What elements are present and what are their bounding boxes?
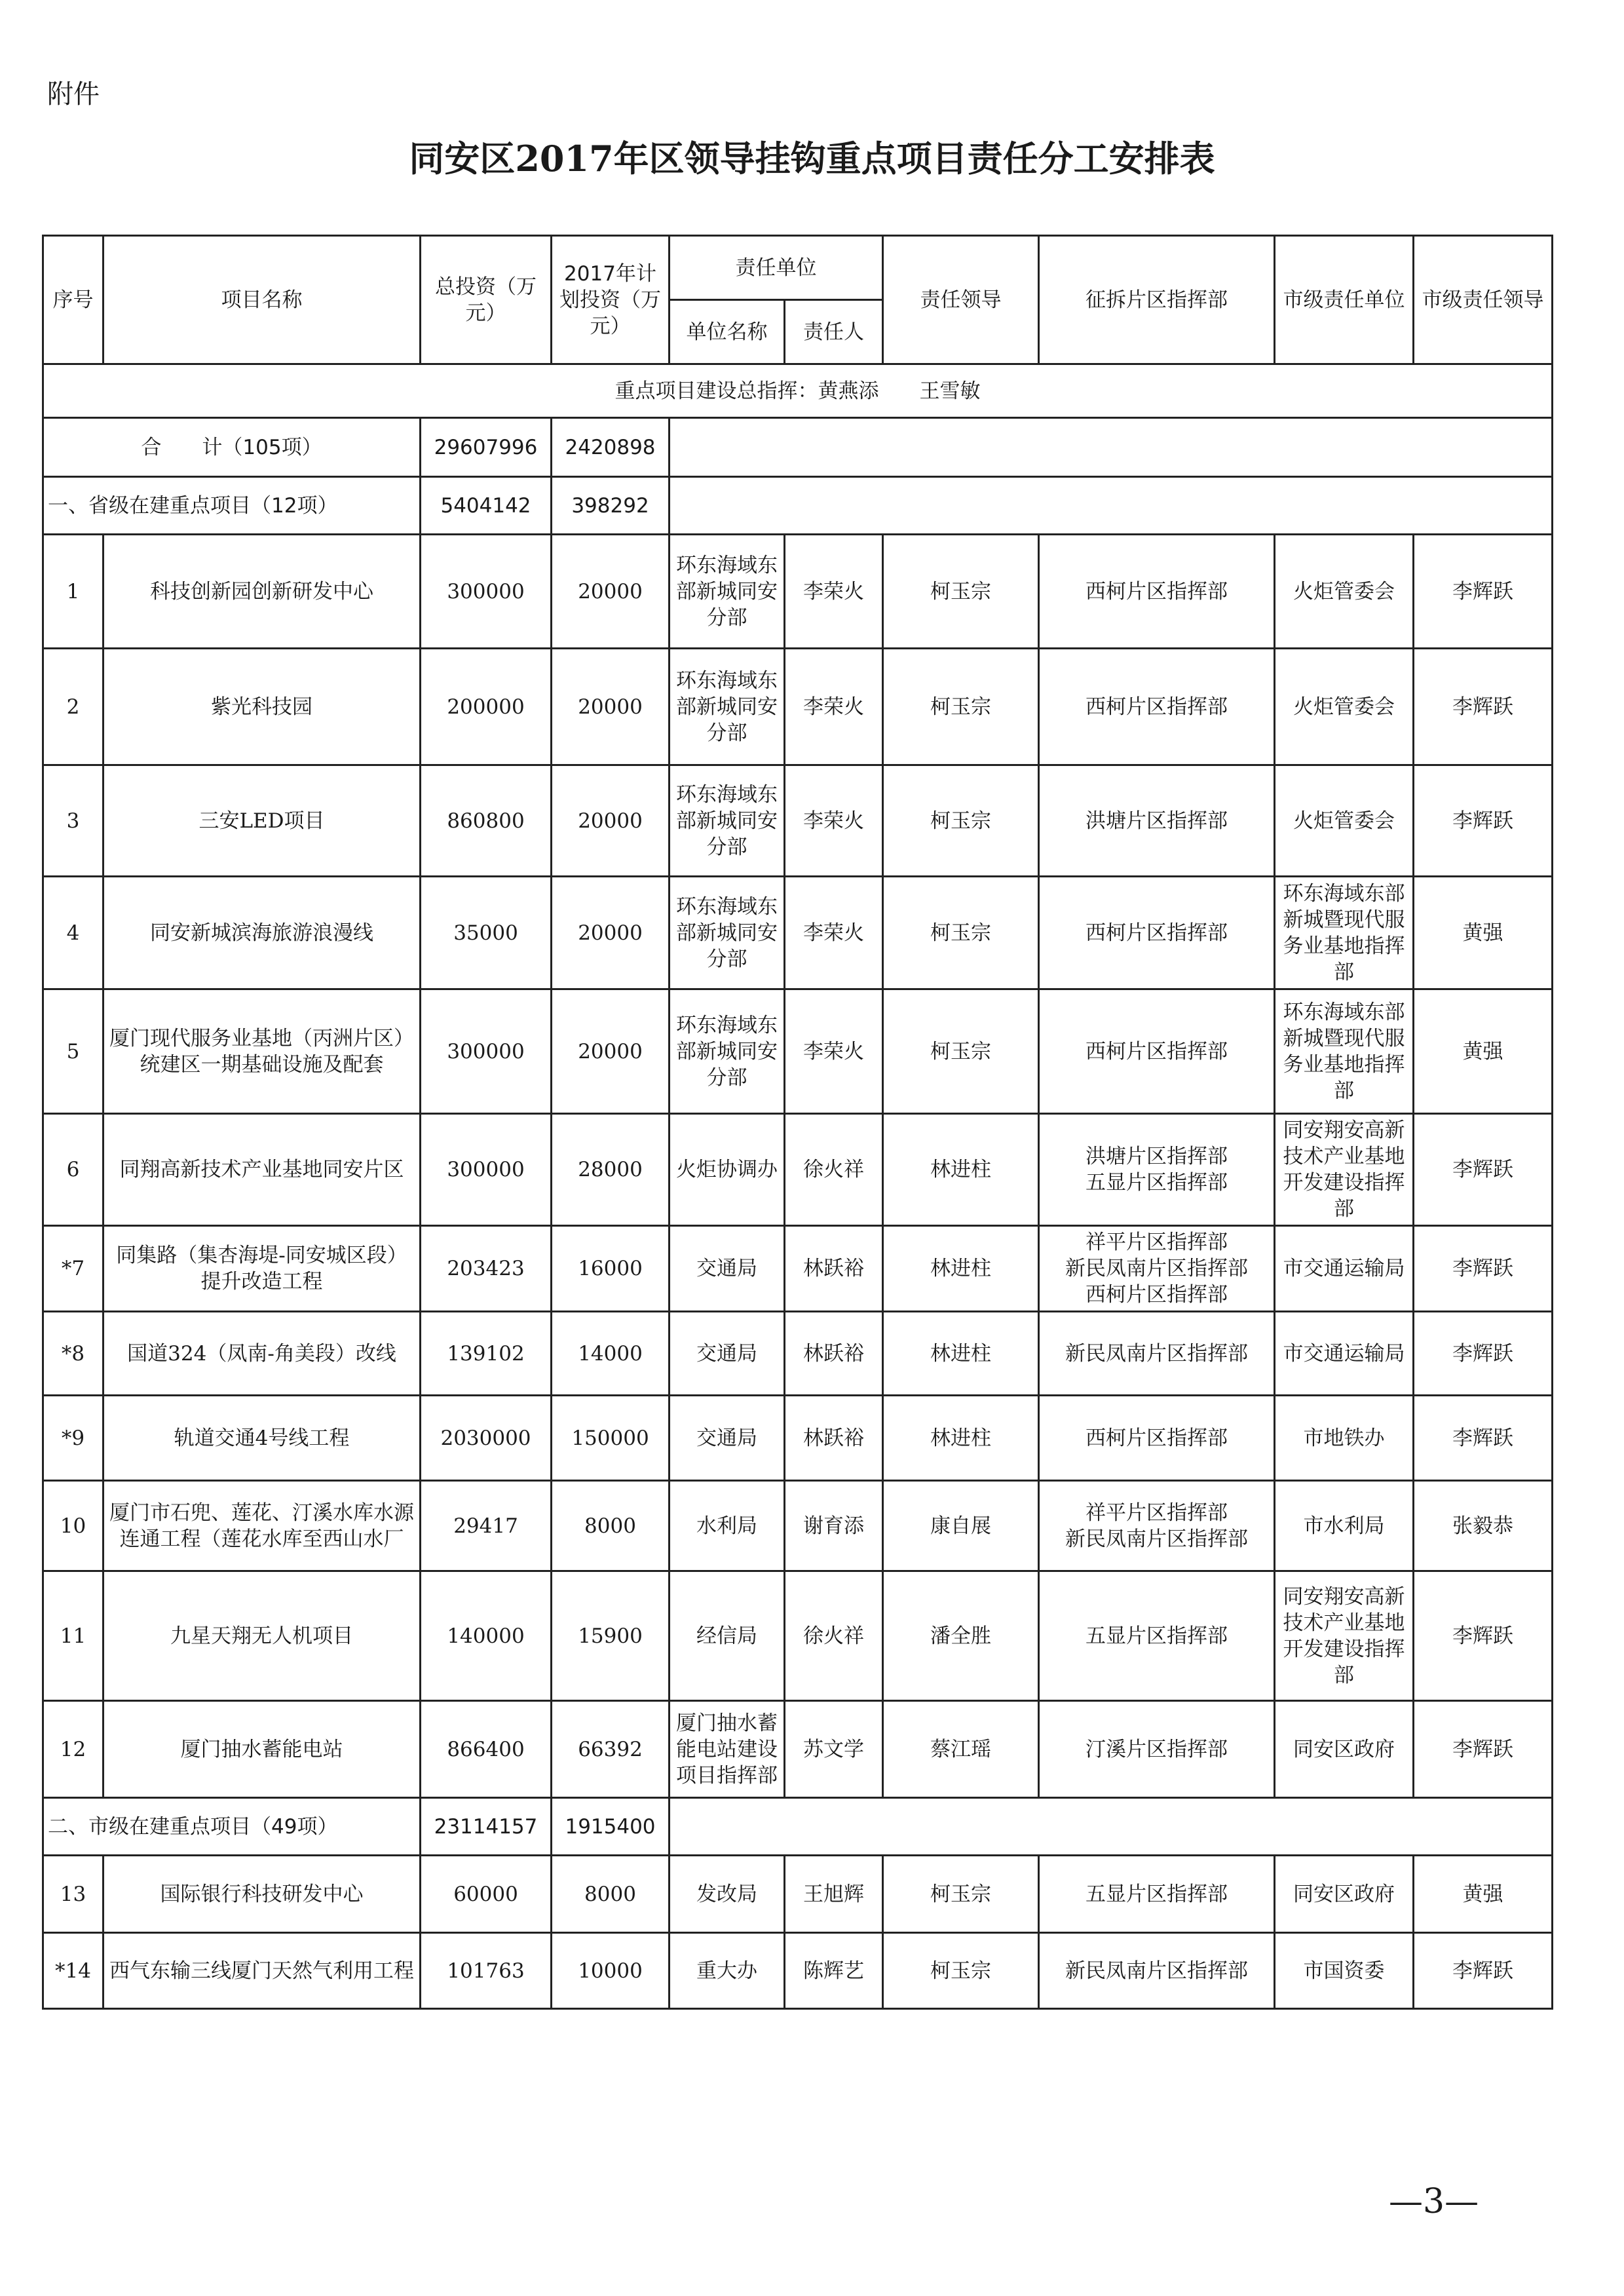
table-row <box>43 649 1553 765</box>
header-seq: 序号 <box>43 236 104 364</box>
cell-hq: 西柯片区指挥部 <box>1039 649 1275 765</box>
table-row <box>43 1856 1553 1933</box>
cell-leader: 柯玉宗 <box>883 1933 1039 2009</box>
cell-total: 860800 <box>421 765 552 877</box>
cell-plan: 10000 <box>552 1933 670 2009</box>
cell-city-leader: 李辉跃 <box>1414 765 1553 877</box>
cell-seq: *9 <box>43 1396 104 1481</box>
cell-plan: 20000 <box>552 765 670 877</box>
cell-city-unit: 同安区政府 <box>1275 1701 1414 1798</box>
cell-total: 60000 <box>421 1856 552 1933</box>
cell-total: 200000 <box>421 649 552 765</box>
header-unit-person: 责任人 <box>785 300 883 364</box>
cell-name: 厦门现代服务业基地（丙洲片区）统建区一期基础设施及配套 <box>104 989 421 1114</box>
table-row <box>43 535 1553 649</box>
cell-name: 轨道交通4号线工程 <box>104 1396 421 1481</box>
commander-text: 重点项目建设总指挥：黄燕添 王雪敏 <box>43 364 1553 418</box>
cell-city-leader: 黄强 <box>1414 877 1553 989</box>
cell-name: 同集路（集杏海堤-同安城区段）提升改造工程 <box>104 1226 421 1312</box>
cell-seq: 10 <box>43 1481 104 1571</box>
cell-city-leader: 李辉跃 <box>1414 1312 1553 1396</box>
cell-city-unit: 市水利局 <box>1275 1481 1414 1571</box>
cell-leader: 柯玉宗 <box>883 989 1039 1114</box>
cell-city-unit: 火炬管委会 <box>1275 765 1414 877</box>
cell-city-leader: 李辉跃 <box>1414 1226 1553 1312</box>
total-row <box>43 418 1553 477</box>
cell-person: 苏文学 <box>785 1701 883 1798</box>
cell-person: 李荣火 <box>785 877 883 989</box>
header-name: 项目名称 <box>104 236 421 364</box>
cell-city-unit: 同安翔安高新技术产业基地开发建设指挥部 <box>1275 1571 1414 1701</box>
cell-total: 2030000 <box>421 1396 552 1481</box>
cell-city-unit: 市交通运输局 <box>1275 1226 1414 1312</box>
cell-total: 29417 <box>421 1481 552 1571</box>
cell-leader: 林进柱 <box>883 1226 1039 1312</box>
cell-leader: 柯玉宗 <box>883 649 1039 765</box>
page-number: —3— <box>1389 2182 1479 2221</box>
cell-leader: 柯玉宗 <box>883 765 1039 877</box>
cell-total: 139102 <box>421 1312 552 1396</box>
cell-city-unit: 火炬管委会 <box>1275 535 1414 649</box>
cell-hq: 西柯片区指挥部 <box>1039 989 1275 1114</box>
cell-leader: 蔡江瑶 <box>883 1701 1039 1798</box>
table-row <box>43 1701 1553 1798</box>
section-row-2 <box>43 1798 1553 1856</box>
cell-name: 九星天翔无人机项目 <box>104 1571 421 1701</box>
cell-plan: 20000 <box>552 649 670 765</box>
header-city-leader: 市级责任领导 <box>1414 236 1553 364</box>
header-hq: 征拆片区指挥部 <box>1039 236 1275 364</box>
cell-hq: 洪塘片区指挥部 <box>1039 765 1275 877</box>
cell-plan: 15900 <box>552 1571 670 1701</box>
cell-seq: 13 <box>43 1856 104 1933</box>
cell-person: 李荣火 <box>785 989 883 1114</box>
table-row <box>43 877 1553 989</box>
header-unit-name: 单位名称 <box>670 300 785 364</box>
cell-name: 同安新城滨海旅游浪漫线 <box>104 877 421 989</box>
cell-city-unit: 环东海域东部新城暨现代服务业基地指挥部 <box>1275 877 1414 989</box>
empty-cell <box>670 418 1553 477</box>
table-row <box>43 1571 1553 1701</box>
cell-plan: 20000 <box>552 535 670 649</box>
cell-plan: 8000 <box>552 1481 670 1571</box>
cell-city-leader: 李辉跃 <box>1414 535 1553 649</box>
header-total: 总投资（万元） <box>421 236 552 364</box>
cell-city-leader: 张毅恭 <box>1414 1481 1553 1571</box>
table-row <box>43 1481 1553 1571</box>
cell-hq: 洪塘片区指挥部 五显片区指挥部 <box>1039 1114 1275 1226</box>
cell-plan: 20000 <box>552 877 670 989</box>
cell-city-leader: 李辉跃 <box>1414 649 1553 765</box>
project-table <box>42 235 1553 2010</box>
cell-total: 300000 <box>421 535 552 649</box>
cell-hq: 汀溪片区指挥部 <box>1039 1701 1275 1798</box>
header-leader: 责任领导 <box>883 236 1039 364</box>
cell-person: 谢育添 <box>785 1481 883 1571</box>
cell-name: 国道324（凤南-角美段）改线 <box>104 1312 421 1396</box>
cell-total: 203423 <box>421 1226 552 1312</box>
cell-leader: 柯玉宗 <box>883 1856 1039 1933</box>
cell-plan: 8000 <box>552 1856 670 1933</box>
cell-plan: 16000 <box>552 1226 670 1312</box>
cell-person: 林跃裕 <box>785 1396 883 1481</box>
cell-plan: 150000 <box>552 1396 670 1481</box>
cell-city-unit: 市国资委 <box>1275 1933 1414 2009</box>
cell-total: 35000 <box>421 877 552 989</box>
cell-unit: 环东海域东部新城同安分部 <box>670 989 785 1114</box>
cell-person: 徐火祥 <box>785 1571 883 1701</box>
cell-leader: 柯玉宗 <box>883 535 1039 649</box>
cell-unit: 环东海域东部新城同安分部 <box>670 649 785 765</box>
section-row-1 <box>43 477 1553 535</box>
cell-seq: 2 <box>43 649 104 765</box>
cell-person: 林跃裕 <box>785 1226 883 1312</box>
cell-person: 李荣火 <box>785 649 883 765</box>
commander-row <box>43 364 1553 418</box>
cell-hq: 新民凤南片区指挥部 <box>1039 1312 1275 1396</box>
cell-city-leader: 李辉跃 <box>1414 1396 1553 1481</box>
cell-seq: 4 <box>43 877 104 989</box>
cell-seq: *7 <box>43 1226 104 1312</box>
cell-city-unit: 同安区政府 <box>1275 1856 1414 1933</box>
cell-person: 李荣火 <box>785 765 883 877</box>
cell-city-leader: 黄强 <box>1414 989 1553 1114</box>
cell-plan: 20000 <box>552 989 670 1114</box>
cell-hq: 新民凤南片区指挥部 <box>1039 1933 1275 2009</box>
total-value: 29607996 <box>421 418 552 477</box>
cell-name: 科技创新园创新研发中心 <box>104 535 421 649</box>
cell-hq: 祥平片区指挥部 新民凤南片区指挥部 <box>1039 1481 1275 1571</box>
cell-city-leader: 李辉跃 <box>1414 1571 1553 1701</box>
table-row <box>43 1312 1553 1396</box>
cell-plan: 14000 <box>552 1312 670 1396</box>
attachment-label: 附件 <box>47 79 100 109</box>
cell-unit: 环东海域东部新城同安分部 <box>670 535 785 649</box>
cell-name: 紫光科技园 <box>104 649 421 765</box>
cell-seq: 12 <box>43 1701 104 1798</box>
cell-plan: 28000 <box>552 1114 670 1226</box>
cell-hq: 西柯片区指挥部 <box>1039 1396 1275 1481</box>
cell-unit: 火炬协调办 <box>670 1114 785 1226</box>
cell-seq: 6 <box>43 1114 104 1226</box>
section-total: 23114157 <box>421 1798 552 1856</box>
cell-plan: 66392 <box>552 1701 670 1798</box>
cell-total: 140000 <box>421 1571 552 1701</box>
total-label: 合 计（105项） <box>43 418 421 477</box>
cell-unit: 厦门抽水蓄能电站建设项目指挥部 <box>670 1701 785 1798</box>
cell-name: 西气东输三线厦门天然气利用工程 <box>104 1933 421 2009</box>
table-row <box>43 1933 1553 2009</box>
cell-leader: 林进柱 <box>883 1396 1039 1481</box>
cell-city-leader: 李辉跃 <box>1414 1701 1553 1798</box>
cell-unit: 交通局 <box>670 1396 785 1481</box>
cell-person: 李荣火 <box>785 535 883 649</box>
cell-unit: 交通局 <box>670 1312 785 1396</box>
cell-leader: 柯玉宗 <box>883 877 1039 989</box>
cell-unit: 水利局 <box>670 1481 785 1571</box>
cell-unit: 环东海域东部新城同安分部 <box>670 765 785 877</box>
cell-unit: 交通局 <box>670 1226 785 1312</box>
cell-unit: 经信局 <box>670 1571 785 1701</box>
cell-name: 厦门市石兜、莲花、汀溪水库水源连通工程（莲花水库至西山水厂 <box>104 1481 421 1571</box>
table-row <box>43 765 1553 877</box>
cell-hq: 祥平片区指挥部 新民凤南片区指挥部 西柯片区指挥部 <box>1039 1226 1275 1312</box>
section-plan: 398292 <box>552 477 670 535</box>
table-row <box>43 1114 1553 1226</box>
cell-person: 徐火祥 <box>785 1114 883 1226</box>
cell-name: 国际银行科技研发中心 <box>104 1856 421 1933</box>
cell-city-unit: 市交通运输局 <box>1275 1312 1414 1396</box>
empty-cell <box>670 1798 1553 1856</box>
cell-leader: 林进柱 <box>883 1312 1039 1396</box>
cell-total: 101763 <box>421 1933 552 2009</box>
header-plan: 2017年计划投资（万元） <box>552 236 670 364</box>
cell-city-leader: 李辉跃 <box>1414 1114 1553 1226</box>
cell-name: 厦门抽水蓄能电站 <box>104 1701 421 1798</box>
cell-city-leader: 李辉跃 <box>1414 1933 1553 2009</box>
cell-seq: 5 <box>43 989 104 1114</box>
cell-leader: 康自展 <box>883 1481 1039 1571</box>
cell-seq: 3 <box>43 765 104 877</box>
cell-city-unit: 火炬管委会 <box>1275 649 1414 765</box>
table-row <box>43 989 1553 1114</box>
cell-city-unit: 环东海域东部新城暨现代服务业基地指挥部 <box>1275 989 1414 1114</box>
cell-name: 三安LED项目 <box>104 765 421 877</box>
cell-hq: 五显片区指挥部 <box>1039 1856 1275 1933</box>
cell-unit: 环东海域东部新城同安分部 <box>670 877 785 989</box>
section-total: 5404142 <box>421 477 552 535</box>
plan-value: 2420898 <box>552 418 670 477</box>
table-row <box>43 1396 1553 1481</box>
cell-seq: 11 <box>43 1571 104 1701</box>
cell-unit: 重大办 <box>670 1933 785 2009</box>
cell-leader: 潘全胜 <box>883 1571 1039 1701</box>
section-label: 二、市级在建重点项目（49项） <box>43 1798 421 1856</box>
section-label: 一、省级在建重点项目（12项） <box>43 477 421 535</box>
header-unit-group: 责任单位 <box>670 236 883 300</box>
cell-city-unit: 同安翔安高新技术产业基地开发建设指挥部 <box>1275 1114 1414 1226</box>
cell-leader: 林进柱 <box>883 1114 1039 1226</box>
cell-seq: *14 <box>43 1933 104 2009</box>
cell-person: 林跃裕 <box>785 1312 883 1396</box>
table-row <box>43 1226 1553 1312</box>
cell-total: 300000 <box>421 1114 552 1226</box>
cell-hq: 五显片区指挥部 <box>1039 1571 1275 1701</box>
empty-cell <box>670 477 1553 535</box>
cell-hq: 西柯片区指挥部 <box>1039 535 1275 649</box>
page-title: 同安区2017年区领导挂钩重点项目责任分工安排表 <box>409 138 1215 180</box>
cell-total: 300000 <box>421 989 552 1114</box>
header-row-1 <box>43 236 1553 300</box>
cell-person: 王旭辉 <box>785 1856 883 1933</box>
cell-name: 同翔高新技术产业基地同安片区 <box>104 1114 421 1226</box>
cell-city-leader: 黄强 <box>1414 1856 1553 1933</box>
cell-seq: 1 <box>43 535 104 649</box>
cell-person: 陈辉艺 <box>785 1933 883 2009</box>
cell-seq: *8 <box>43 1312 104 1396</box>
section-plan: 1915400 <box>552 1798 670 1856</box>
cell-total: 866400 <box>421 1701 552 1798</box>
header-city-unit: 市级责任单位 <box>1275 236 1414 364</box>
cell-hq: 西柯片区指挥部 <box>1039 877 1275 989</box>
cell-unit: 发改局 <box>670 1856 785 1933</box>
cell-city-unit: 市地铁办 <box>1275 1396 1414 1481</box>
